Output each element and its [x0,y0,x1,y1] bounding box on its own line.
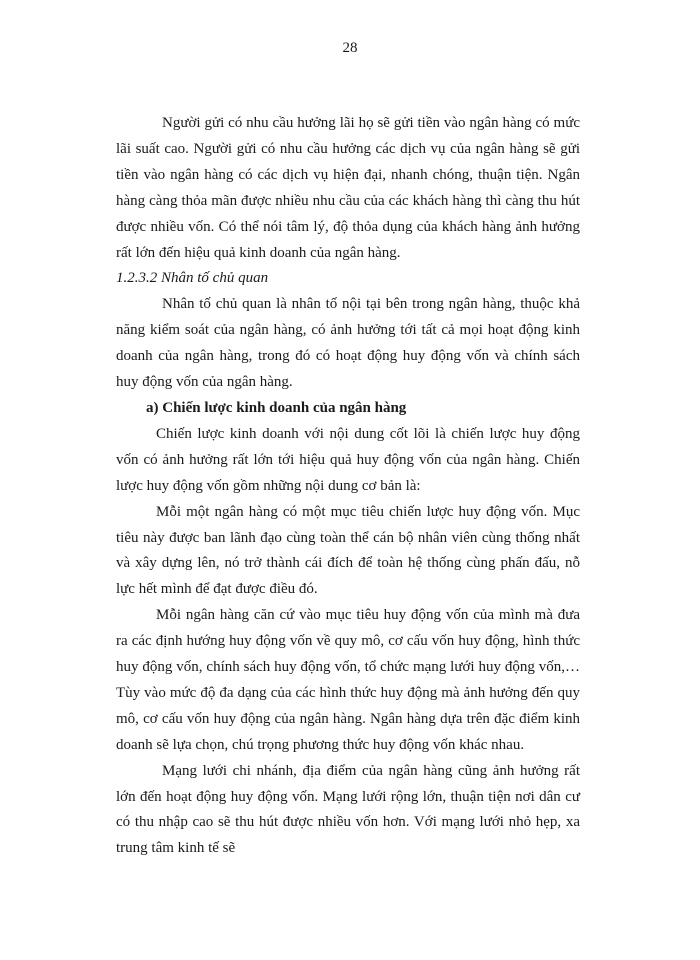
subsection-heading-a: a) Chiến lược kinh doanh của ngân hàng [146,399,407,416]
page-number: 28 [342,40,358,56]
paragraph-strategic-goal: Mỗi một ngân hàng có một mục tiêu chiến lược huy động vốn. Mục tiêu này được ban lãnh đạo cùng toàn thể cán bộ nhân viên cùng thống nhất và xây dựng lên, nó trở thành cái đích để toàn hệ thống cùng phấn đấu, nỗ lực hết mình để đạt được điều đó. [116,503,580,598]
paragraph-branch-network: Mạng lưới chi nhánh, địa điểm của ngân hàng cũng ảnh hưởng rất lớn đến hoạt động huy động vốn. Mạng lưới rộng lớn, thuận tiện nơi dân cư có thu nhập cao sẽ thu hút được nhiều vốn hơn. Với mạng lưới nhỏ hẹp, xa trung tâm kinh tế sẽ [116,762,580,857]
paragraph-customer-demand: Người gửi có nhu cầu hưởng lãi họ sẽ gửi tiền vào ngân hàng có mức lãi suất cao. Người gửi có nhu cầu hưởng các dịch vụ của ngân hàng sẽ gửi tiền vào ngân hàng có các dịch vụ hiện đại, nhanh chóng, thuận tiện. Ngân hàng càng thỏa mãn được nhiều nhu cầu của các khách hàng thì càng thu hút được nhiều vốn. Có thể nói tâm lý, độ thỏa dụng của khách hàng ảnh hưởng rất lớn đến hiệu quả kinh doanh của ngân hàng. [116,115,580,261]
paragraph-subjective-factors: Nhân tố chủ quan là nhân tố nội tại bên trong ngân hàng, thuộc khả năng kiểm soát của ngân hàng, có ảnh hưởng tới tất cả mọi hoạt động kinh doanh của ngân hàng, trong đó có hoạt động huy động vốn và chính sách huy động vốn của ngân hàng. [116,296,580,391]
paragraph-business-strategy: Chiến lược kinh doanh với nội dung cốt lõi là chiến lược huy động vốn có ảnh hưởng rất lớn tới hiệu quả huy động vốn của ngân hàng. Chiến lược huy động vốn gồm những nội dung cơ bản là: [116,425,580,494]
section-heading-1-2-3-2: 1.2.3.2 Nhân tố chủ quan [116,270,269,287]
document-body [116,111,580,862]
paragraph-orientation: Mỗi ngân hàng căn cứ vào mục tiêu huy động vốn của mình mà đưa ra các định hướng huy động vốn về quy mô, cơ cấu vốn huy động, hình thức huy động vốn, chính sách huy động vốn, tổ chức mạng lưới huy động vốn,…Tùy vào mức độ đa dạng của các hình thức huy động mà ảnh hưởng đến quy mô, cơ cấu vốn huy động của ngân hàng. Ngân hàng dựa trên đặc điểm kinh doanh sẽ lựa chọn, chú trọng phương thức huy động vốn khác nhau. [116,607,580,753]
